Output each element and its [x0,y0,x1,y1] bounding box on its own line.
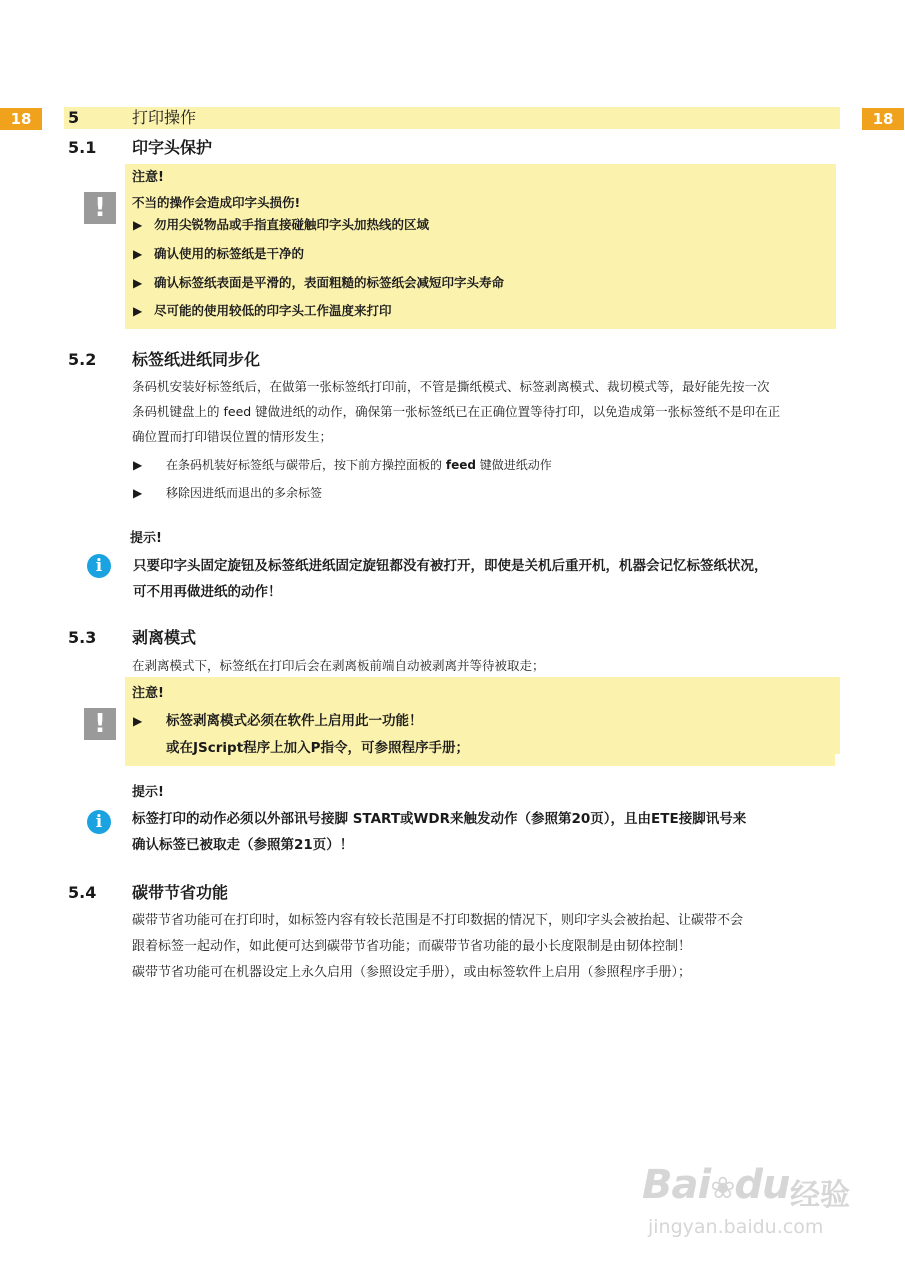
bullet-icon: ▶ [133,276,143,290]
watermark-logo [642,1162,789,1208]
watermark-logo-part: du [734,1162,790,1208]
caution-heading: 不当的操作会造成印字头损伤! [132,195,301,210]
section-5-3-title: 剥离模式 [132,628,197,647]
caution-label: 注意! [132,686,164,701]
paragraph-line: 碳带节省功能可在打印时，如标签内容有较长范围是不打印数据的情况下，则印字头会被抬起、让碳带不会 [132,913,744,928]
list-item-text: 在条码机装好标签纸与碳带后，按下前方操控面板的 [166,458,443,472]
list-item-text: 键做进纸动作 [479,458,552,472]
section-5-4-title: 碳带节省功能 [132,883,229,902]
list-item [166,456,552,474]
caution-line: 标签剥离模式必须在软件上启用此一功能！ [166,713,423,729]
paragraph-line: 条码机安装好标签纸后，在做第一张标签纸打印前，不管是撕纸模式、标签剥离模式、裁切模式等，最好能先按一次 [132,379,770,394]
section-5-1-number: 5.1 [68,138,97,157]
info-icon: i [87,554,111,578]
page-number-right: 18 [862,108,904,130]
tip-line: 标签打印的动作必须以外部讯号接脚 START或WDR来触发动作（参照第20页），且由ETE接脚讯号来 [132,811,747,827]
list-item: 尽可能的使用较低的印字头工作温度来打印 [154,303,392,318]
page-number-left: 18 [0,108,42,130]
tip-label: 提示! [132,785,164,800]
section-5-4-number: 5.4 [68,883,97,902]
bullet-icon: ▶ [133,304,143,318]
info-icon: i [87,810,111,834]
caution-label: 注意! [132,170,164,185]
tip-line: 可不用再做进纸的动作！ [133,584,282,600]
paragraph-line: 条码机键盘上的 feed 键做进纸的动作，确保第一张标签纸已在正确位置等待打印，以免造成第一张标签纸不是印在正 [132,404,781,419]
watermark-paw-icon: ❀ [710,1171,735,1206]
paragraph-line: 跟着标签一起动作，如此便可达到碳带节省功能；而碳带节省功能的最小长度限制是由韧体控制！ [132,939,692,954]
paragraph-line: 在剥离模式下，标签纸在打印后会在剥离板前端自动被剥离并等待被取走； [132,658,545,673]
bullet-icon: ▶ [133,218,143,232]
tip-line: 只要印字头固定旋钮及标签纸进纸固定旋钮都没有被打开，即使是关机后重开机，机器会记忆标签纸状况， [133,558,768,574]
section-5-3-number: 5.3 [68,628,97,647]
tip-line: 确认标签已被取走（参照第21页）！ [132,837,354,853]
section-5-1-title: 印字头保护 [132,138,213,157]
feed-key-label: feed [445,458,476,472]
bullet-icon: ▶ [133,486,143,500]
watermark-logo-part: Bai [642,1162,711,1208]
watermark-url: jingyan.baidu.com [648,1216,824,1238]
bullet-icon: ▶ [133,247,143,261]
list-item: 确认使用的标签纸是干净的 [154,246,305,261]
bullet-icon: ▶ [133,458,143,472]
warning-icon: ! [84,708,116,740]
paragraph-line: 确位置而打印错误位置的情形发生； [132,429,333,444]
chapter-title: 打印操作 [132,108,197,127]
list-item: 移除因进纸而退出的多余标签 [166,486,323,500]
list-item: 勿用尖锐物品或手指直接碰触印字头加热线的区域 [154,217,430,232]
chapter-number: 5 [68,108,80,127]
tip-label: 提示! [130,531,162,546]
caution-line: 或在JScript程序上加入P指令，可参照程序手册； [166,740,470,756]
paragraph-line: 碳带节省功能可在机器设定上永久启用（参照设定手册），或由标签软件上启用（参照程序手册）； [132,965,692,980]
warning-icon: ! [84,192,116,224]
list-item: 确认标签纸表面是平滑的，表面粗糙的标签纸会减短印字头寿命 [154,275,505,290]
section-5-2-number: 5.2 [68,350,97,369]
section-5-2-title: 标签纸进纸同步化 [132,350,261,369]
watermark-cn: 经验 [790,1178,850,1213]
bullet-icon: ▶ [133,714,143,728]
